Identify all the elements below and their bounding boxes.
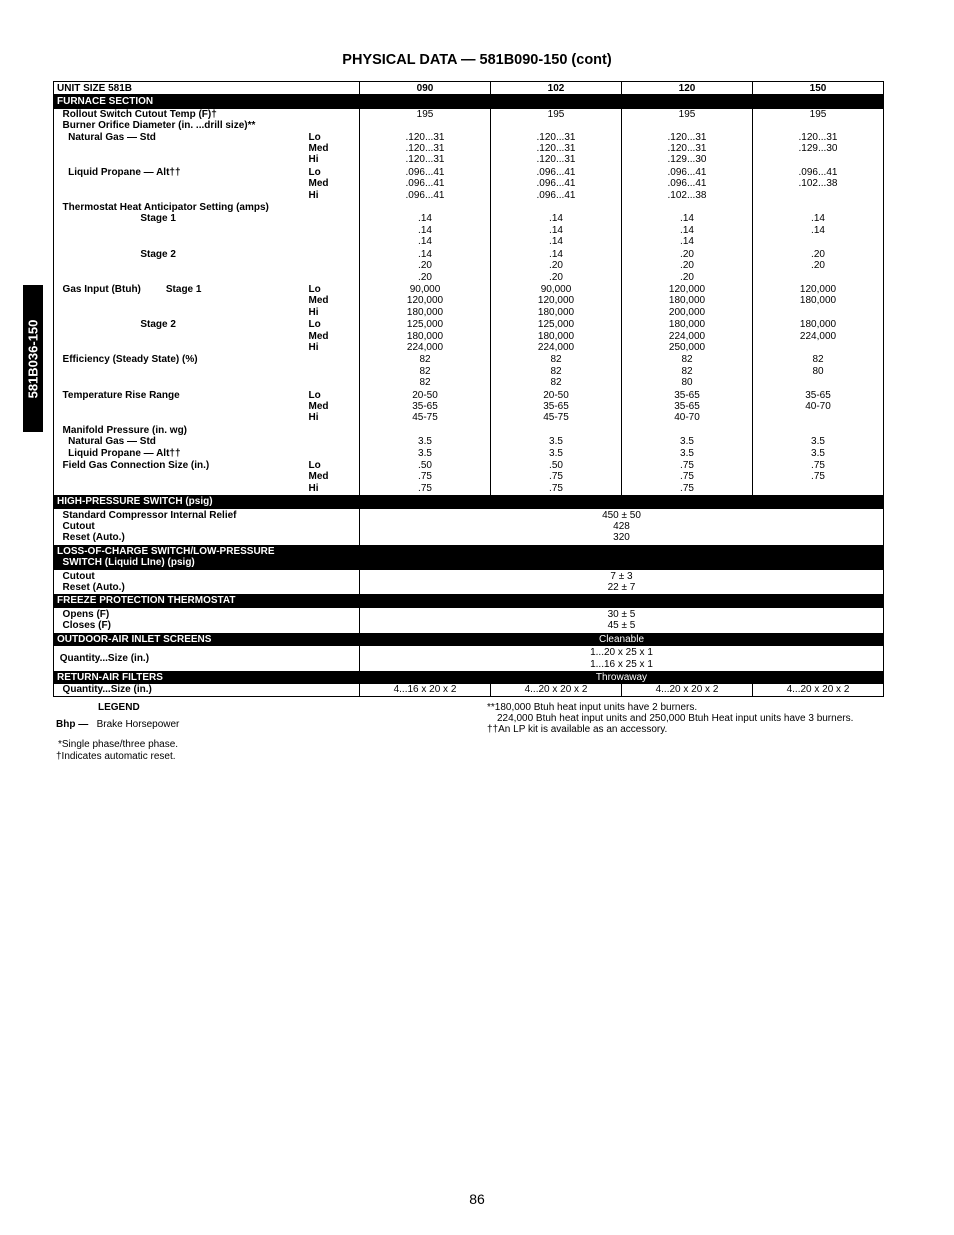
row-label: Opens (F) Closes (F) (62, 608, 111, 632)
section-value (360, 594, 884, 607)
table-cell (360, 120, 491, 131)
section-value: Throwaway (360, 671, 884, 684)
table-cell: 20-50 35-65 45-75 (491, 390, 622, 425)
table-cell: .14 .20 .20 (491, 249, 622, 284)
level-label (306, 570, 360, 595)
level-label: Lo Med Hi (308, 283, 329, 318)
side-tab-label: 581B036-150 (25, 319, 41, 398)
table-cell: .20 .20 .20 (622, 249, 753, 284)
level-label (306, 249, 360, 284)
row-label: Quantity...Size (in.) (57, 652, 150, 664)
section-value (360, 495, 884, 508)
level-label (306, 202, 360, 213)
table-cell (491, 120, 622, 131)
level-label: Lo Med Hi (308, 131, 329, 166)
spanned-value: 30 ± 5 45 ± 5 (360, 608, 884, 633)
table-cell: .14 .20 .20 (360, 249, 491, 284)
column-header: 102 (491, 82, 622, 95)
table-cell: 20-50 35-65 45-75 (360, 390, 491, 425)
row-label: Burner Orifice Diameter (in. ...drill size)** (57, 120, 256, 132)
section-header-row (54, 95, 884, 109)
side-tab (23, 285, 43, 432)
table-row (54, 570, 884, 595)
table-cell: .120...31 .120...31 .120...31 (360, 132, 491, 167)
table-cell: 180,000 224,000 250,000 (622, 319, 753, 354)
table-cell: .75 .75 (753, 460, 884, 495)
table-row (54, 213, 884, 248)
table-cell: 3.5 3.5 (753, 425, 884, 460)
table-cell: .50 .75 .75 (360, 460, 491, 495)
table-cell: 120,000 180,000 (753, 284, 884, 319)
table-cell: .096...41 .102...38 (753, 167, 884, 202)
table-row (54, 425, 884, 460)
table-cell: .096...41 .096...41 .102...38 (622, 167, 753, 202)
table-cell: .096...41 .096...41 .096...41 (360, 167, 491, 202)
table-row (54, 132, 884, 167)
table-row (54, 120, 884, 131)
table-cell: 4...20 x 20 x 2 (753, 684, 884, 696)
row-label: Cutout Reset (Auto.) (62, 570, 125, 594)
table-cell: 4...20 x 20 x 2 (491, 684, 622, 696)
level-label (306, 608, 360, 633)
table-cell: .14 .14 .14 (491, 213, 622, 248)
table-cell: .50 .75 .75 (491, 460, 622, 495)
table-header-row (54, 82, 884, 95)
table-row (54, 249, 884, 284)
level-label: Lo Med Hi (308, 166, 329, 201)
table-cell: 35-65 40-70 (753, 390, 884, 425)
table-cell: 195 (360, 109, 491, 120)
table-cell (622, 120, 753, 131)
section-title: FREEZE PROTECTION THERMOSTAT (54, 594, 360, 607)
table-row (54, 319, 884, 354)
table-cell (622, 202, 753, 213)
table-cell: 180,000 224,000 (753, 319, 884, 354)
row-label: Quantity...Size (in.) (57, 684, 152, 696)
level-label (306, 120, 360, 131)
table-row (54, 684, 884, 696)
table-cell (753, 202, 884, 213)
table-cell: .120...31 .129...30 (753, 132, 884, 167)
footnote: *Single phase/three phase. (58, 739, 179, 750)
table-cell: 82 80 (753, 354, 884, 389)
table-cell: 120,000 180,000 200,000 (622, 284, 753, 319)
row-label: Rollout Switch Cutout Temp (F)† (57, 108, 217, 120)
level-label (306, 684, 360, 696)
row-label: Efficiency (Steady State) (%) (57, 354, 198, 366)
row-label: Manifold Pressure (in. wg) Natural Gas — Std Liquid Propane — Alt†† (62, 424, 188, 459)
row-label: Temperature Rise Range (57, 389, 180, 401)
table-cell: 125,000 180,000 224,000 (491, 319, 622, 354)
row-label: Thermostat Heat Anticipator Setting (amps) (57, 202, 269, 214)
table-cell: 195 (491, 109, 622, 120)
level-label: Lo Med Hi (308, 319, 329, 353)
table-cell: 4...20 x 20 x 2 (622, 684, 753, 696)
row-label: Stage 1 (57, 213, 176, 225)
table-cell: 35-65 35-65 40-70 (622, 390, 753, 425)
table-cell: .120...31 .120...31 .129...30 (622, 132, 753, 167)
section-value (360, 95, 884, 109)
table-cell: 3.5 3.5 (622, 425, 753, 460)
table-row (54, 509, 884, 545)
row-label: Stage 2 (57, 319, 176, 331)
section-title: OUTDOOR-AIR INLET SCREENS (54, 633, 360, 646)
section-title: HIGH-PRESSURE SWITCH (psig) (54, 495, 360, 508)
spanned-value: 450 ± 50 428 320 (360, 509, 884, 545)
section-header-row (54, 495, 884, 508)
column-header: 090 (360, 82, 491, 95)
row-label: Standard Compressor Internal Relief Cutout Reset (Auto.) (62, 509, 237, 544)
table-cell: 125,000 180,000 224,000 (360, 319, 491, 354)
footnote: ††An LP kit is available as an accessory. (487, 724, 668, 735)
table-row (54, 202, 884, 213)
table-cell: .14 .14 .14 (360, 213, 491, 248)
legend-title: LEGEND (98, 702, 140, 713)
table-row (54, 646, 884, 671)
legend-entry (56, 719, 316, 731)
spanned-value: 1...20 x 25 x 1 1...16 x 25 x 1 (360, 646, 884, 671)
table-cell (753, 120, 884, 131)
table-cell: .14 .14 (753, 213, 884, 248)
table-row (54, 109, 884, 120)
legend (56, 702, 316, 762)
table-cell: 195 (753, 109, 884, 120)
table-cell: .096...41 .096...41 .096...41 (491, 167, 622, 202)
section-value: Cleanable (360, 633, 884, 646)
table-cell (360, 202, 491, 213)
table-cell (491, 202, 622, 213)
row-label: Liquid Propane — Alt†† (57, 166, 181, 178)
section-value (360, 545, 884, 570)
section-title: RETURN-AIR FILTERS (54, 671, 360, 684)
notes (487, 702, 879, 735)
section-title: LOSS-OF-CHARGE SWITCH/LOW-PRESSURE SWITCH (Liquid LIne) (psig) (54, 545, 360, 570)
table-cell: 82 82 80 (622, 354, 753, 389)
table-cell: 90,000 120,000 180,000 (360, 284, 491, 319)
row-label: Natural Gas — Std (57, 131, 156, 143)
table-row (54, 167, 884, 202)
legend-definition: Brake Horsepower (96, 718, 180, 730)
footnote: **180,000 Btuh heat input units have 2 burners. (487, 702, 698, 713)
table-cell: 82 82 82 (491, 354, 622, 389)
table-cell: 90,000 120,000 180,000 (491, 284, 622, 319)
section-header-row (54, 633, 884, 646)
footnote: 224,000 Btuh heat input units and 250,000 Btuh Heat input units have 3 burners. (497, 713, 854, 724)
table-cell: 195 (622, 109, 753, 120)
level-label (306, 646, 360, 671)
level-label: Lo Med Hi (308, 389, 329, 424)
section-header-row (54, 545, 884, 570)
spanned-value: 7 ± 3 22 ± 7 (360, 570, 884, 595)
row-label: Gas Input (Btuh) Stage 1 (57, 283, 202, 295)
table-cell: 82 82 82 (360, 354, 491, 389)
table-cell: .75 .75 .75 (622, 460, 753, 495)
level-label (306, 354, 360, 389)
section-header-row (54, 671, 884, 684)
footnote: †Indicates automatic reset. (56, 750, 176, 762)
table-cell: 4...16 x 20 x 2 (360, 684, 491, 696)
section-title: FURNACE SECTION (54, 95, 360, 109)
table-row (54, 460, 884, 495)
column-header: 120 (622, 82, 753, 95)
column-header: 150 (753, 82, 884, 95)
row-label: Field Gas Connection Size (in.) (57, 460, 210, 471)
physical-data-table (53, 81, 884, 697)
page-number: 86 (469, 1191, 485, 1207)
table-cell: .120...31 .120...31 .120...31 (491, 132, 622, 167)
table-cell: 3.5 3.5 (360, 425, 491, 460)
legend-abbr: Bhp — (56, 718, 89, 730)
level-label (306, 213, 360, 248)
table-row (54, 354, 884, 389)
table-row (54, 390, 884, 425)
table-cell: .20 .20 (753, 249, 884, 284)
level-label (306, 509, 360, 545)
level-label (306, 109, 360, 120)
table-row (54, 608, 884, 633)
table-row (54, 284, 884, 319)
table-cell: .14 .14 .14 (622, 213, 753, 248)
level-label (306, 425, 360, 460)
level-label: Lo Med Hi (308, 460, 329, 494)
page-title: PHYSICAL DATA — 581B090-150 (cont) (342, 52, 612, 68)
row-label: Stage 2 (57, 248, 176, 260)
unit-size-label: UNIT SIZE 581B (54, 82, 360, 95)
table-cell: 3.5 3.5 (491, 425, 622, 460)
section-header-row (54, 594, 884, 607)
